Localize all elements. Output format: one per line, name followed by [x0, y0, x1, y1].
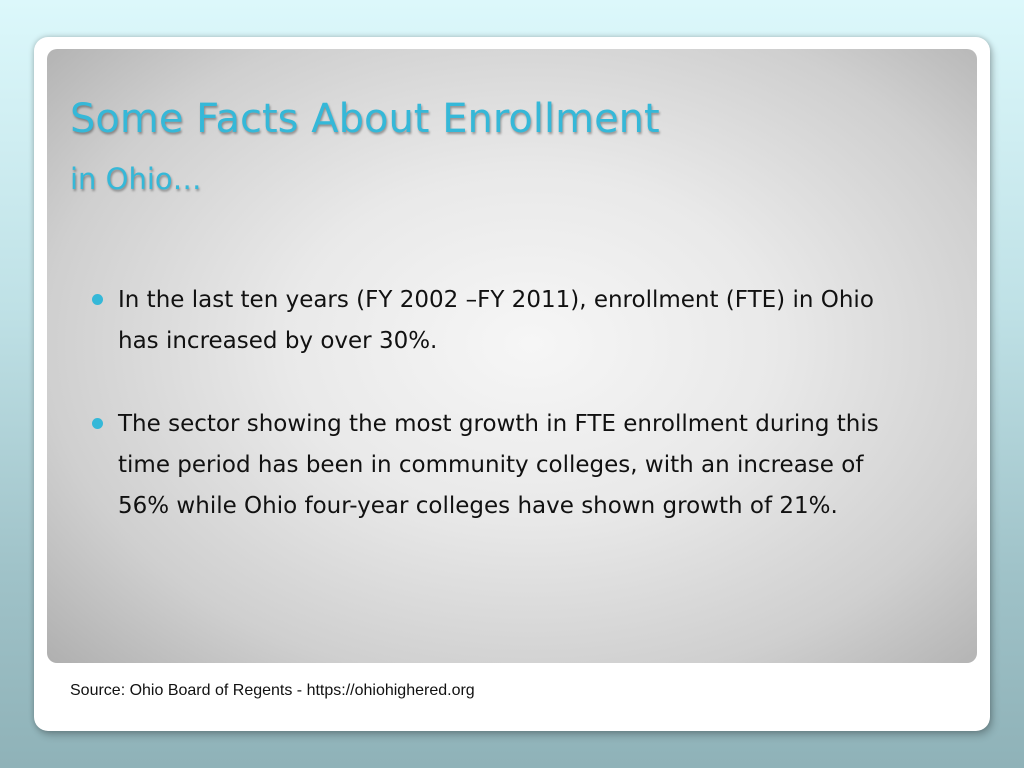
bullet-item [90, 280, 910, 362]
bullet-list [90, 280, 910, 569]
bullet-text: The sector showing the most growth in FTE enrollment during this time period has been in community colleges, with an increase of 56% while Ohio four-year colleges have shown growth of 21%. [118, 411, 879, 519]
slide-subtitle: in Ohio… [70, 162, 202, 196]
source-citation: Source: Ohio Board of Regents - https://ohiohighered.org [70, 682, 475, 699]
slide-title: Some Facts About Enrollment [70, 96, 660, 142]
bullet-dot-icon [92, 294, 103, 305]
bullet-dot-icon [92, 418, 103, 429]
bullet-text: In the last ten years (FY 2002 –FY 2011), enrollment (FTE) in Ohio has increased by over 30%. [118, 287, 874, 354]
bullet-item [90, 404, 910, 527]
